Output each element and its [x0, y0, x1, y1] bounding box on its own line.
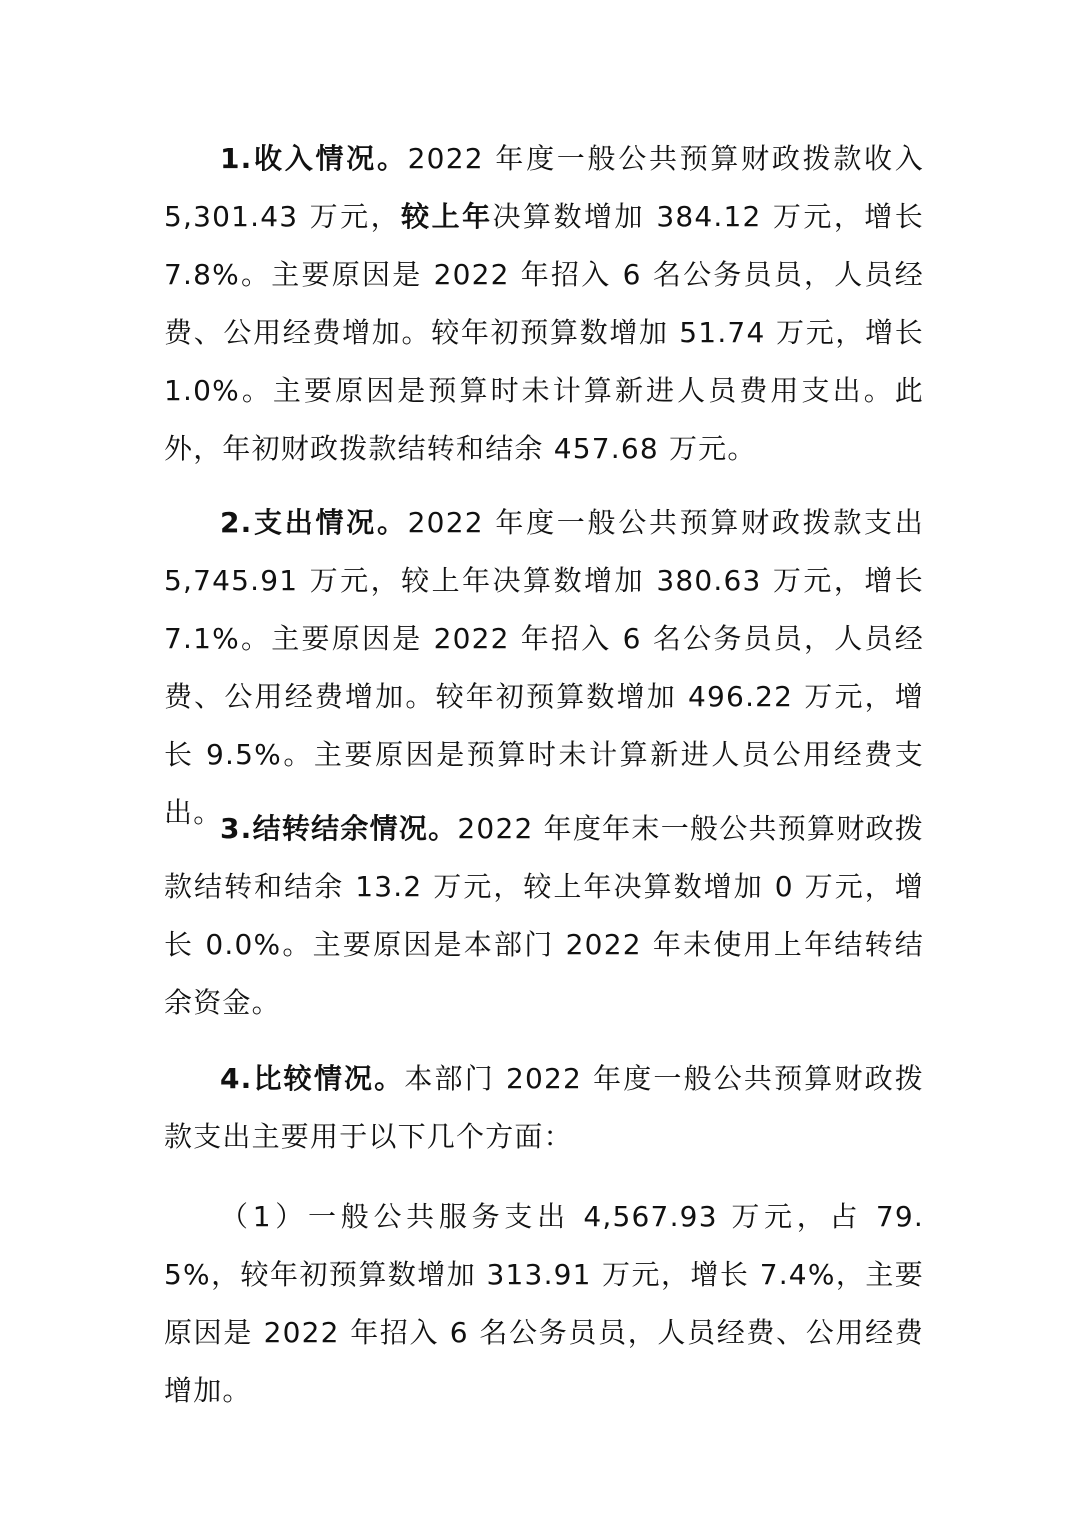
expenditure-text: 2022 年度一般公共预算财政拨款支出 5,745.91 万元，较上年决算数增加 380.63 万元，增长 7.1%。主要原因是 2022 年招入 6 名公务员员，人员经费、公用经费增加。较年初预算数增加 496.22 万元，增长 9.5%。主要原因是预算时未计算新进人员公用经费支出。 — [164, 506, 924, 829]
carryover-text: 2022 年度年末一般公共预算财政拨款结转和结余 13.2 万元，较上年决算数增加 0 万元，增长 0.0%。主要原因是本部门 2022 年未使用上年结转结余资金。 — [164, 812, 924, 1019]
comparison-text: 本部门 2022 年度一般公共预算财政拨款支出主要用于以下几个方面： — [164, 1062, 924, 1153]
income-section — [164, 130, 924, 478]
expenditure-heading: 2.支出情况。 — [220, 506, 408, 539]
carryover-section — [164, 800, 924, 1032]
comparison-heading: 4.比较情况。 — [220, 1062, 405, 1095]
comparison-item-1-text: （1）一般公共服务支出 4,567.93 万元，占 79.5%，较年初预算数增加 313.91 万元，增长 7.4%，主要原因是 2022 年招入 6 名公务员员，人员经费、公用经费增加。 — [164, 1200, 924, 1407]
comparison-section — [164, 1050, 924, 1166]
income-emphasis: 较上年 — [401, 200, 493, 233]
comparison-item-1 — [164, 1188, 924, 1420]
income-heading: 1.收入情况。 — [220, 142, 408, 175]
expenditure-section — [164, 494, 924, 842]
income-text-part1: 2022 年度一般公共预算财政拨款收入 5,301.43 万元， — [164, 142, 924, 233]
income-text-part2: 决算数增加 384.12 万元，增长 7.8%。主要原因是 2022 年招入 6 名公务员员，人员经费、公用经费增加。较年初预算数增加 51.74 万元，增长 1.0%。主要原因是预算时未计算新进人员费用支出。此外，年初财政拨款结转和结余 457.68 万元。 — [164, 200, 924, 465]
carryover-heading: 3.结转结余情况。 — [220, 812, 458, 845]
